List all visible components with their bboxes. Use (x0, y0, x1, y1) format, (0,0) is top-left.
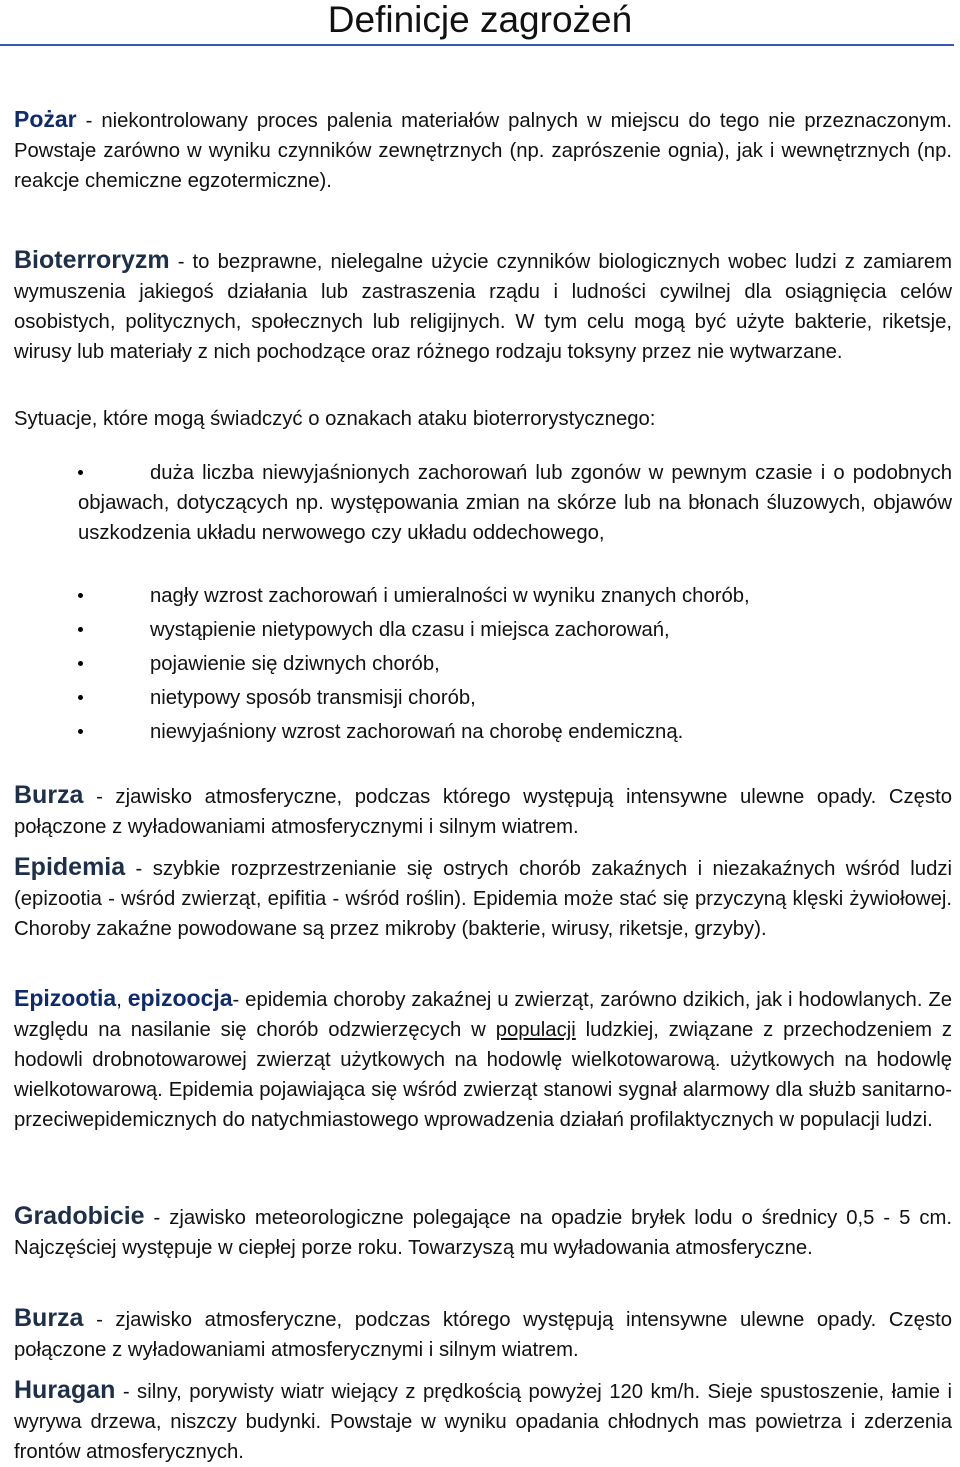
list-item (0, 683, 960, 713)
list-item-text: nagły wzrost zachorowań i umieralności w wyniku znanych chorób, (150, 585, 750, 607)
term-burza: Burza (14, 1304, 84, 1332)
list-item-text: wystąpienie nietypowych dla czasu i miejsca zachorowań, (150, 619, 670, 641)
populacji-link[interactable]: populacji (495, 1019, 576, 1041)
term-epidemia: Epidemia (14, 853, 126, 881)
situations-intro: Sytuacje, które mogą świadczyć o oznakach ataku bioterrorystycznego: (14, 408, 656, 430)
definition-text: - epidemia choroby zakaźnej u zwierząt, zarówno dzikich, jak i hodowlanych. Ze względu na nasilanie się chorób odzwierzęcych w (14, 989, 952, 1041)
term-pozar: Pożar (14, 106, 77, 132)
page-title: Definicje zagrożeń (327, 0, 633, 40)
term-epizoocja: epizoocja (127, 985, 233, 1011)
definition-gradobicie (14, 1201, 952, 1263)
bullet-icon (78, 593, 83, 598)
definition-text: - zjawisko atmosferyczne, podczas którego występują intensywne ulewne opady. Często połączone z wyładowaniami atmosferycznymi i silnym wiatrem. (14, 786, 952, 838)
list-item-text: duża liczba niewyjaśnionych zachorowań lub zgonów w pewnym czasie i o podobnych objawach, dotyczących np. występowania zmian na skórze lub na błonach śluzowych, objawów uszkodzenia układu nerwowego czy układu oddechowego, (78, 462, 952, 544)
bullet-icon (78, 661, 83, 666)
definition-text: - zjawisko meteorologiczne polegające na opadzie bryłek lodu o średnicy 0,5 - 5 cm. Najczęściej występuje w ciepłej porze roku. Towarzyszą mu wyładowania atmosferyczne. (14, 1207, 952, 1259)
list-item-text: niewyjaśniony wzrost zachorowań na chorobę endemiczną. (150, 721, 684, 743)
definition-pozar (14, 104, 952, 196)
list-item (0, 581, 960, 611)
definition-huragan (14, 1375, 952, 1467)
definition-text: - niekontrolowany proces palenia materiałów palnych w miejscu do tego nie przeznaczonym. Powstaje zarówno w wyniku czynników zewnętrznych (np. zaprószenie ognia), jak i wewnętrznych (np. reakcje chemiczne egzotermiczne). (14, 110, 952, 192)
definition-epidemia (14, 852, 952, 944)
list-item (0, 458, 960, 578)
bullet-icon (78, 627, 83, 632)
definition-burza (14, 780, 952, 842)
list-item (0, 649, 960, 679)
definition-epizootia (14, 983, 952, 1135)
definition-text-continued: ludzkiej, związane z przechodzeniem z hodowli drobnotowarowej zwierząt użytkowych na hodowlę wielkotowarową. użytkowych na hodowlę wielkotowarową. Epidemia pojawiająca się wśród zwierząt stanowi sygnał alarmowy dla służb sanitarno-przeciwepidemicznych do natychmiastowego wprowadzenia działań profilaktycznych w populacji ludzi. (14, 1019, 952, 1131)
definition-text: - silny, porywisty wiatr wiejący z prędkością powyżej 120 km/h. Sieje spustoszenie, łamie i wyrywa drzewa, niszczy budynki. Powstaje w wyniku opadania chłodnych mas powietrza i zderzenia frontów atmosferycznych. (14, 1381, 952, 1463)
list-item (0, 717, 960, 747)
list-item (0, 615, 960, 645)
definition-burza-2 (14, 1303, 952, 1365)
term-burza: Burza (14, 781, 84, 809)
definition-text: - zjawisko atmosferyczne, podczas którego występują intensywne ulewne opady. Często połączone z wyładowaniami atmosferycznymi i silnym wiatrem. (14, 1309, 952, 1361)
title-divider (0, 44, 954, 46)
term-huragan: Huragan (14, 1376, 116, 1404)
definition-text: - szybkie rozprzestrzenianie się ostrych chorób zakaźnych i niezakaźnych wśród ludzi (epizootia - wśród zwierząt, epifitia - wśród roślin). Epidemia może stać się przyczyną klęski żywiołowej. Choroby zakaźne powodowane są przez mikroby (bakterie, wirusy, riketsje, grzyby). (14, 858, 952, 940)
term-gradobicie: Gradobicie (14, 1202, 145, 1230)
bullet-icon (78, 729, 83, 734)
definition-bioterroryzm (14, 245, 952, 367)
list-item-text: pojawienie się dziwnych chorób, (150, 653, 440, 675)
definition-text: - to bezprawne, nielegalne użycie czynników biologicznych wobec ludzi z zamiarem wymuszenia jakiegoś działania lub zastraszenia rządu i ludności cywilnej dla osiągnięcia celów osobistych, politycznych, społecznych lub religijnych. W tym celu mogą być użyte bakterie, riketsje, wirusy lub materiały z nich pochodzące oraz różnego rodzaju toksyny przez nie wytwarzane. (14, 251, 952, 363)
term-bioterroryzm: Bioterroryzm (14, 246, 170, 274)
term-separator: , (116, 989, 128, 1011)
bullet-icon (78, 695, 83, 700)
term-epizootia: Epizootia (14, 985, 117, 1011)
list-item-text: nietypowy sposób transmisji chorób, (150, 687, 476, 709)
